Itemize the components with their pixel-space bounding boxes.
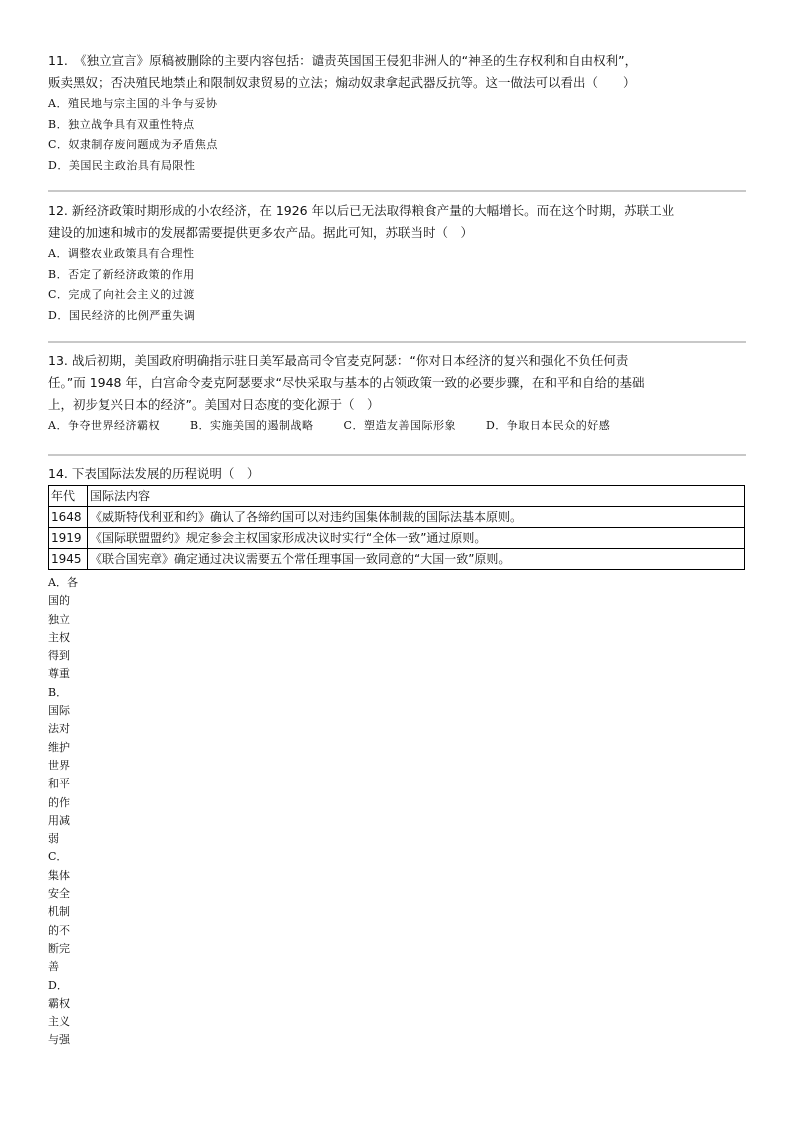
table-cell-year: 1945 — [49, 549, 88, 570]
divider — [48, 190, 746, 192]
question-12-stem-line-2: 建设的加速和城市的发展都需要提供更多农产品。据此可知，苏联当时（ ） — [48, 225, 474, 240]
question-14-option-a: A．各国的独立主权得到尊重 — [48, 576, 78, 681]
question-12-option-a: A．调整农业政策具有合理性 — [48, 247, 195, 260]
question-14 — [48, 463, 748, 570]
divider — [48, 454, 746, 456]
table-header-year: 年代 — [49, 486, 88, 507]
question-14-option-d: D．霸权主义与强 — [48, 978, 70, 1047]
question-12-option-b: B．否定了新经济政策的作用 — [48, 267, 195, 281]
question-11-option-a: A．殖民地与宗主国的斗争与妥协 — [48, 97, 218, 110]
table-cell-content: 《国际联盟盟约》规定参会主权国家形成决议时实行“全体一致”通过原则。 — [88, 528, 745, 549]
question-13-stem-line-3: 上，初步复兴日本的经济”。美国对日态度的变化源于（ ） — [48, 397, 380, 412]
question-12-option-d: D．国民经济的比例严重失调 — [48, 308, 196, 322]
question-11-stem-line-1: 11. 《独立宣言》原稿被删除的主要内容包括：谴责英国国王侵犯非洲人的“神圣的生存权利和自由权利”， — [48, 53, 638, 68]
question-13-option-a: A．争夺世界经济霸权 — [48, 419, 160, 432]
question-12-stem-line-1: 12. 新经济政策时期形成的小农经济，在 1926 年以后已无法取得粮食产量的大幅增长。而在这个时期，苏联工业 — [48, 203, 675, 218]
table-cell-content: 《联合国宪章》确定通过决议需要五个常任理事国一致同意的“大国一致”原则。 — [88, 549, 745, 570]
question-13-option-d: D．争取日本民众的好感 — [485, 419, 611, 432]
table-row — [49, 549, 745, 570]
table-row — [49, 528, 745, 549]
question-13-stem-line-2: 任。”而 1948 年，白宫命令麦克阿瑟要求“尽快采取与基本的占领政策一致的必要步骤，在和平和自给的基础 — [48, 375, 645, 390]
question-13-option-c: C．塑造友善国际形象 — [343, 419, 456, 432]
question-12-option-c: C．完成了向社会主义的过渡 — [48, 288, 195, 301]
table-cell-year: 1648 — [49, 507, 88, 528]
question-11-option-b: B．独立战争具有双重性特点 — [48, 117, 195, 131]
question-13-stem-line-1: 13. 战后初期，美国政府明确指示驻日美军最高司令官麦克阿瑟：“你对日本经济的复兴和强化不负任何责 — [48, 353, 629, 368]
table-header-row — [49, 486, 745, 507]
divider — [48, 341, 746, 343]
table-cell-content: 《威斯特伐利亚和约》确认了各缔约国可以对违约国集体制裁的国际法基本原则。 — [88, 507, 745, 528]
question-11 — [48, 50, 748, 176]
question-11-stem-line-2: 贩卖黑奴；否决殖民地禁止和限制奴隶贸易的立法；煽动奴隶拿起武器反抗等。这一做法可以看出（ ） — [48, 75, 636, 90]
international-law-table — [48, 485, 745, 570]
table-cell-year: 1919 — [49, 528, 88, 549]
question-13-options — [48, 416, 748, 436]
question-14-option-b: B．国际法对维护世界和平的作用减弱 — [48, 685, 70, 846]
table-row — [49, 507, 745, 528]
table-header-content: 国际法内容 — [88, 486, 745, 507]
question-13-option-b: B．实施美国的遏制战略 — [189, 419, 314, 432]
question-14-option-c: C．集体安全机制的不断完善 — [48, 850, 70, 974]
question-14-options — [48, 574, 78, 1050]
question-11-option-c: C．奴隶制存废问题成为矛盾焦点 — [48, 138, 218, 151]
question-14-stem: 14. 下表国际法发展的历程说明（ ） — [48, 466, 260, 481]
question-11-option-d: D．美国民主政治具有局限性 — [48, 158, 196, 172]
question-13 — [48, 350, 748, 436]
question-12 — [48, 200, 748, 326]
